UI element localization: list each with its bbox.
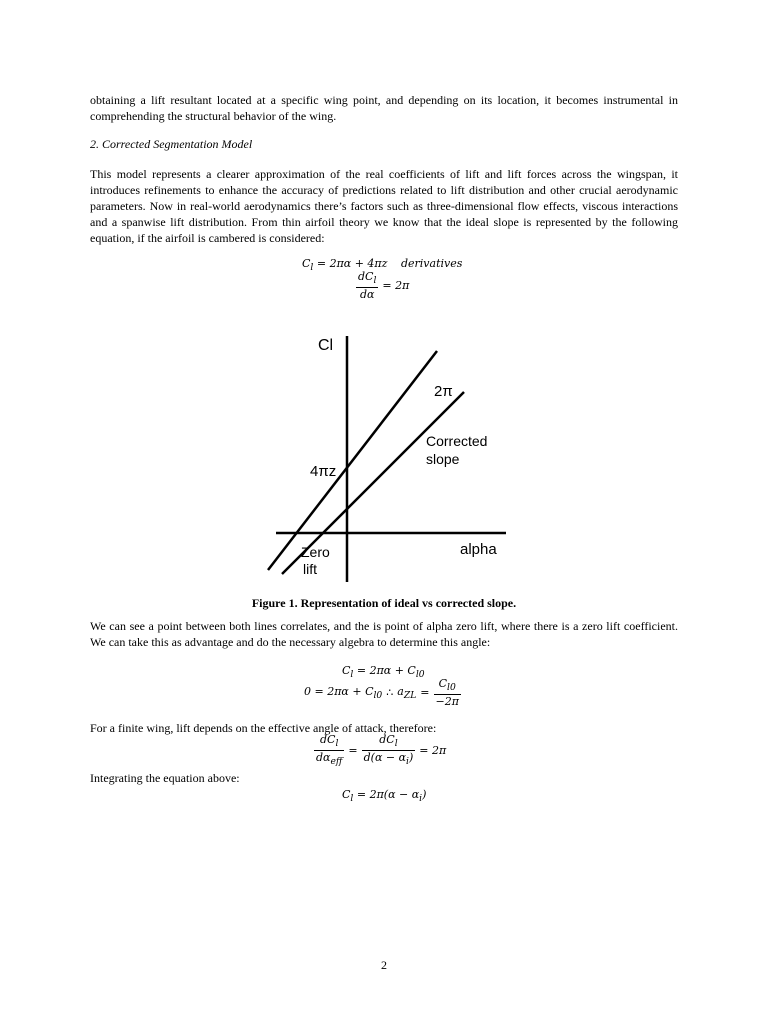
fraction: $\frac{dC_l}{d\alpha_{eff}}$ [316, 733, 343, 768]
ideal-slope-label: 2π [434, 383, 453, 400]
equation-ideal-slope: $\frac{dC_l}{d\alpha}$ = 2π [358, 270, 410, 302]
equation-lift-coefficient: $C_l = 2\pi\alpha + 4\pi z$ derivatives [302, 257, 463, 274]
paragraph-integrating: Integrating the equation above: [90, 771, 240, 785]
fraction: $\frac{dC_l}{d\alpha}$ [358, 270, 377, 302]
equation-cl-linear: $C_l = 2\pi\alpha + C_{l0}$ [342, 664, 425, 681]
ideal-slope-line [268, 351, 437, 570]
equation-zero-lift-angle: $0 = 2\pi\alpha + C_{l0}$ ∴ $a_{ZL}$ = $\frac{C_{l0}}{-2\pi}$ [304, 677, 459, 709]
corrected-slope-label-2: slope [426, 451, 460, 467]
paragraph-model-description: This model represents a clearer approximation of the real coefficients of lift and lift forces across the wingspan, it introduces refinements to enhance the accuracy of predictions related to lift distribution and other crucial aerodynamic parameters. Now in real-world aerodynamics there’s factors such as three-dimensional flow effects, viscous interactions and a spanwise lift distribution. From thin airfoil theory we know that the ideal slope is represented by the following equation, if the airfoil is cambered is considered: [90, 167, 678, 245]
section-heading: 2. Corrected Segmentation Model [90, 137, 253, 151]
zero-lift-label-1: Zero [301, 544, 330, 560]
equation-effective-angle: $\frac{dC_l}{d\alpha_{eff}}$ = $\frac{dC_l}{d(\alpha - \alpha_i)}$ = 2π [316, 733, 447, 768]
equation-cl-induced: $C_l = 2\pi(\alpha - \alpha_i)$ [342, 788, 427, 805]
alpha-axis-label: alpha [460, 541, 497, 558]
lift-slope-figure [260, 330, 520, 588]
paragraph-finite-wing: For a finite wing, lift depends on the effective angle of attack, therefore: [90, 721, 437, 735]
fraction: $\frac{dC_l}{d(\alpha - \alpha_i)}$ [363, 733, 414, 768]
zero-lift-label-2: lift [303, 561, 317, 577]
cl-axis-label: Cl [318, 337, 334, 354]
paragraph-zero-lift: We can see a point between both lines correlates, and the is point of alpha zero lift, where there is a zero lift coefficient. We can take this as advantage and do the necessary algebra to determine this angle: [90, 619, 678, 649]
page-number: 2 [381, 958, 387, 972]
intercept-label: 4πz [310, 463, 337, 480]
fraction: $\frac{C_{l0}}{-2\pi}$ [435, 677, 459, 709]
intro-paragraph: obtaining a lift resultant located at a specific wing point, and depending on its location, it becomes instrumental in comprehending the structural behavior of the wing. [90, 93, 678, 123]
figure-caption: Figure 1. Representation of ideal vs corrected slope. [251, 596, 517, 610]
corrected-slope-label-1: Corrected [426, 433, 488, 449]
